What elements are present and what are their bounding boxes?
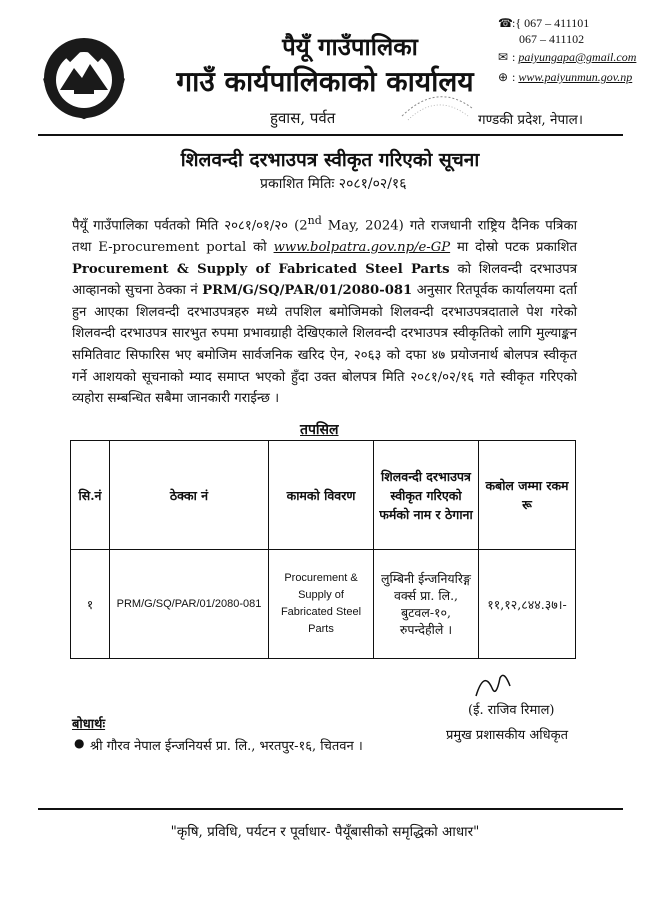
municipality-name: पैयूँ गाउँपालिका: [282, 32, 418, 61]
cell-work: Procurement & Supply of Fabricated Steel Parts: [269, 550, 374, 659]
bullet-icon: ●: [74, 736, 85, 750]
cell-firm: लुम्बिनी ईन्जनियरिङ्ग वर्क्स प्रा. लि., बुटवल-१०, रुपन्देहीले ।: [374, 550, 479, 659]
office-location: हुवास, पर्वत: [270, 109, 336, 127]
phone-icon: ☎: [498, 16, 513, 30]
footer-slogan: "कृषि, प्रविधि, पर्यटन र पूर्वाधार- पैयूँबासीको समृद्धिको आधार": [170, 824, 480, 840]
col-amount: कबोल जम्मा रकम रू: [479, 441, 576, 550]
envelope-icon: ✉: [498, 50, 509, 64]
nepal-emblem-logo: [38, 30, 130, 122]
cc-label: बोधार्थः: [72, 717, 106, 732]
col-firm: शिलवन्दी दरभाउपत्र स्वीकृत गरिएको फर्मको नाम र ठेगाना: [374, 441, 479, 550]
email-link[interactable]: paiyungapa@gmail.com: [518, 50, 637, 64]
globe-icon: ⊕: [498, 70, 509, 84]
phone-line-2: [519, 32, 584, 47]
phone-number-2: 067 – 411102: [519, 32, 585, 46]
email-line[interactable]: ✉ : paiyungapa@gmail.com: [498, 50, 637, 64]
province-text: गण्डकी प्रदेश, नेपाल।: [478, 112, 583, 128]
body-text-1: पैयूँ गाउँपालिका पर्वतको मिति २०८१/०१/२० (2: [72, 218, 308, 234]
phone-line-1: ☎:{ 067 – 411101: [498, 16, 590, 30]
bolpatra-link[interactable]: www.bolpatra.gov.np/e-GP: [273, 239, 451, 255]
col-sn: सि.नं: [71, 441, 110, 550]
cc-item: श्री गौरव नेपाल ईन्जनियर्स प्रा. लि., भरतपुर-१६, चितवन ।: [90, 739, 363, 754]
cell-sn: १: [71, 550, 110, 659]
body-text-4: अनुसार रितपूर्वक कार्यालयमा दर्ता हुन आएका शिलवन्दी दरभाउपत्रहरु मध्ये तपशिल बमोजिमको शिलवन्दी दरभाउपत्रदाताले पेश गरेको शिलवन्दी दरभाउपत्र सारभुत रुपमा प्रभावग्राही देखिएकाले शिलवन्दी दरभाउपत्र स्वीकृतिको लागि मुल्याङ्कन समितिवाट सिफारिस भए बमोजिम सार्वजनिक खरिद ऐन, २०६३ को दफा ४७ प्रयोजनार्थ बोलपत्र स्वीकृत गर्ने आशयको सूचनाको म्याद समाप्त भएको हुँदा उक्त बोलपत्र मिति २०८१/०२/१६ गते स्वीकृत गरिएको व्यहोरा सम्बन्धित सबैमा जानकारी गराईन्छ ।: [72, 283, 577, 407]
website-line[interactable]: ⊕ : www.paiyunmun.gov.np: [498, 70, 633, 84]
procurement-title: Procurement & Supply of Fabricated Steel Parts: [72, 261, 450, 277]
header-divider: [38, 134, 623, 136]
notice-heading: शिलवन्दी दरभाउपत्र स्वीकृत गरिएको सूचना: [180, 149, 480, 171]
notice-body: [72, 210, 577, 410]
body-sup: nd: [307, 214, 322, 227]
award-table: [70, 440, 576, 659]
table-row: [71, 550, 576, 659]
signatory-title: प्रमुख प्रशासकीय अधिकृत: [446, 728, 569, 743]
details-label: तपसिल: [300, 422, 339, 438]
cell-amount: ११,१२,८४४.३७।-: [479, 550, 576, 659]
col-contract: ठेक्का नं: [110, 441, 269, 550]
phone-number-1: 067 – 411101: [524, 16, 590, 30]
contract-number: PRM/G/SQ/PAR/01/2080-081: [202, 283, 413, 299]
office-stamp: [398, 86, 476, 124]
body-text-2: मा दोस्रो पटक प्रकाशित: [450, 239, 577, 255]
table-header-row: [71, 441, 576, 550]
body-text-1b: May, 2024) गते राजधानी राष्ट्रिय दैनिक पत्रिका तथा E-procurement portal को: [72, 218, 577, 255]
body-text-3: को शिलवन्दी दरभाउपत्र आव्हानको सुचना ठेक्का नं: [72, 261, 577, 299]
footer-divider: [38, 808, 623, 810]
website-link[interactable]: www.paiyunmun.gov.np: [518, 70, 633, 84]
published-date: प्रकाशित मितिः २०८१/०२/१६: [260, 176, 407, 192]
office-name: गाउँ कार्यपालिकाको कार्यालय: [176, 65, 474, 98]
cell-contract: PRM/G/SQ/PAR/01/2080-081: [110, 550, 269, 659]
signatory-name: (ई. राजिव रिमाल): [468, 703, 555, 718]
col-work: कामको विवरण: [269, 441, 374, 550]
signature: [470, 668, 518, 702]
